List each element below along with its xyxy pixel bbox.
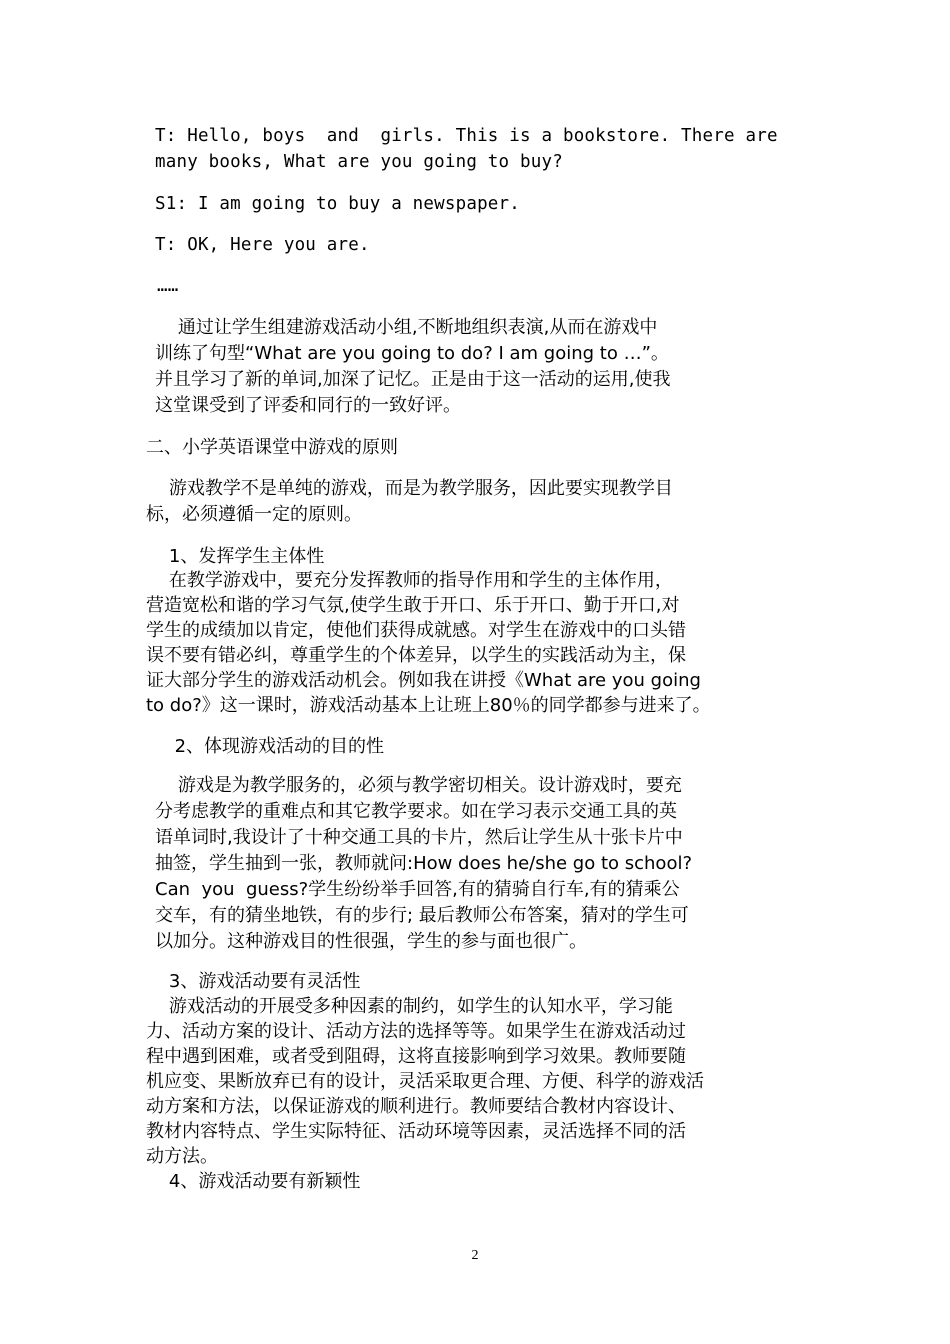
principle-2-line: Can you guess?学生纷纷举手回答,有的猜骑自行车,有的猜乘公	[155, 879, 680, 900]
principle-3-line: 动方案和方法，以保证游戏的顺利进行。教师要结合教材内容设计、	[146, 1096, 686, 1117]
principle-2-line: 游戏是为教学服务的，必须与教学密切相关。设计游戏时，要充	[155, 775, 682, 796]
principle-2-line: 分考虑教学的重难点和其它教学要求。如在学习表示交通工具的英	[155, 801, 677, 822]
dialogue-ellipsis: ……	[157, 276, 179, 296]
body-paragraph-line: 这堂课受到了评委和同行的一致好评。	[155, 395, 461, 416]
principle-4-title: 4、游戏活动要有新颖性	[146, 1171, 361, 1192]
intro-line: 标，必须遵循一定的原则。	[146, 504, 362, 525]
dialogue-teacher-line-2: many books, What are you going to buy?	[155, 152, 563, 172]
body-paragraph-line: 并且学习了新的单词,加深了记忆。正是由于这一活动的运用,使我	[155, 369, 671, 390]
principle-1-line: 误不要有错必纠，尊重学生的个体差异，以学生的实践活动为主，保	[146, 645, 686, 666]
principle-3-line: 游戏活动的开展受多种因素的制约，如学生的认知水平，学习能	[146, 996, 673, 1017]
dialogue-teacher-line-1: T: Hello, boys and girls. This is a bookstore. There are	[155, 126, 778, 146]
principle-3-title: 3、游戏活动要有灵活性	[146, 971, 361, 992]
principle-2-line: 语单词时,我设计了十种交通工具的卡片，然后让学生从十张卡片中	[155, 827, 683, 848]
principle-2-title: 2、体现游戏活动的目的性	[146, 736, 385, 757]
principle-3-line: 机应变、果断放弃已有的设计，灵活采取更合理、方便、科学的游戏活	[146, 1071, 704, 1092]
body-paragraph-line: 通过让学生组建游戏活动小组,不断地组织表演,从而在游戏中	[155, 317, 658, 338]
principle-3-line: 程中遇到困难，或者受到阻碍，这将直接影响到学习效果。教师要随	[146, 1046, 686, 1067]
principle-1-line: 营造宽松和谐的学习气氛,使学生敢于开口、乐于开口、勤于开口,对	[146, 595, 680, 616]
principle-1-line: 证大部分学生的游戏活动机会。例如我在讲授《What are you going	[146, 670, 701, 691]
principle-1-title: 1、发挥学生主体性	[146, 546, 325, 567]
principle-1-line: 学生的成绩加以肯定，使他们获得成就感。对学生在游戏中的口头错	[146, 620, 686, 641]
dialogue-teacher-reply: T: OK, Here you are.	[155, 235, 370, 255]
principle-3-line: 动方法。	[146, 1146, 218, 1167]
page-number: 2	[471, 1248, 479, 1263]
principle-2-line: 交车，有的猜坐地铁，有的步行; 最后教师公布答案，猜对的学生可	[155, 905, 689, 926]
principle-2-line: 抽签，学生抽到一张，教师就问:How does he/she go to school?	[155, 853, 693, 874]
principle-3-line: 力、活动方案的设计、活动方法的选择等等。如果学生在游戏活动过	[146, 1021, 686, 1042]
dialogue-student-line: S1: I am going to buy a newspaper.	[155, 194, 521, 214]
principle-1-line: 在教学游戏中，要充分发挥教师的指导作用和学生的主体作用，	[146, 570, 673, 591]
principle-1-line: to do?》这一课时，游戏活动基本上让班上80％的同学都参与进来了。	[146, 695, 711, 716]
section-heading: 二、小学英语课堂中游戏的原则	[146, 437, 398, 458]
intro-line: 游戏教学不是单纯的游戏，而是为教学服务，因此要实现教学目	[146, 478, 673, 499]
body-paragraph-line: 训练了句型“What are you going to do? I am going to …”。	[155, 343, 669, 364]
principle-3-line: 教材内容特点、学生实际特征、活动环境等因素，灵活选择不同的活	[146, 1121, 686, 1142]
principle-2-line: 以加分。这种游戏目的性很强，学生的参与面也很广。	[155, 931, 587, 952]
